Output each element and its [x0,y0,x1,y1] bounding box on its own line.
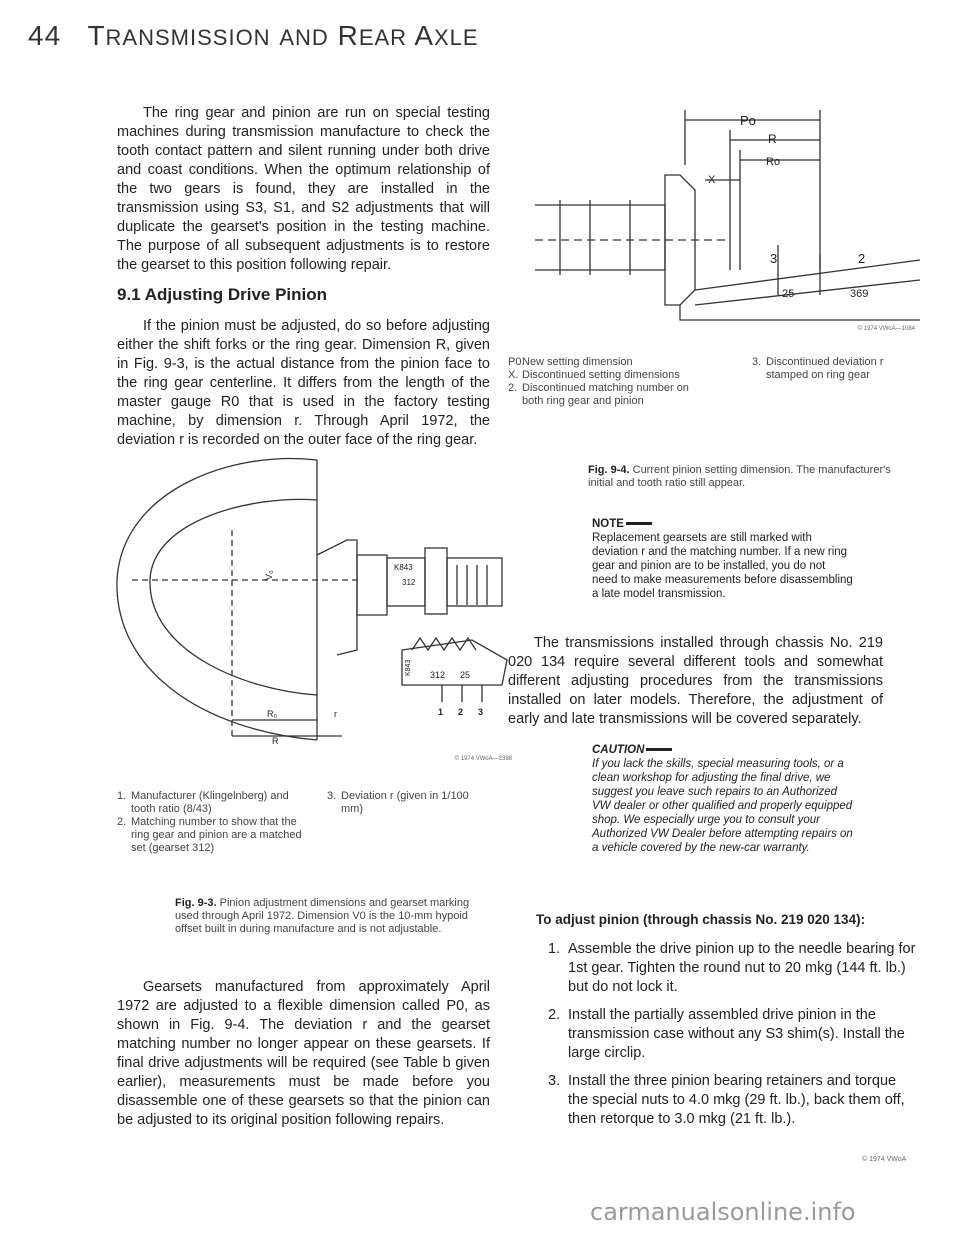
pinion-collar [357,555,387,615]
fig93-diagram [112,440,520,765]
step-text: Install the three pinion bearing retainers and torque the special nuts to 4.0 mkg (29 ft. lb.), back them off, then retorque to 3.0 mkg (21 ft. lb.). [568,1073,905,1127]
callout-2: 2 [858,251,866,266]
callout-1: 1 [438,707,444,717]
title-part: EAR [358,25,408,50]
fig93-legend-right [327,790,487,816]
n25-mark: 25 [460,670,471,680]
legend-item [117,790,302,816]
gearsets-paragraph: Gearsets manufactured from approximately April 1972 are adjusted to a flexible dimension called P0, as shown in Fig. 9-4. The deviation r and the gearset matching number no longer appear on these gearsets. If final drive adjustments will be required (see Table b given earlier), measurements must be made before you disassemble one of these gearsets so that the pinion can be adjusted to its original position following repairs. [117,979,490,1128]
pinion-head [317,540,357,655]
intro-paragraph: The ring gear and pinion are run on special testing machines during transmission manufacture to check the tooth contact pattern and silent running under both drive and coast conditions. When the optimum relationship of the two gears is found, they are installed in the transmission using S3, S1, and S2 adjustments that will duplicate the gearset's position in the testing machine. The purpose of all subsequent adjustments is to restore the gearset to this position following repair. [117,105,490,273]
note-rule [626,522,652,525]
tooth-stamp-outline [402,640,507,685]
ro-label: Ro [766,156,781,168]
step-text: Install the partially assembled drive pinion in the transmission case without any S3 shim(s). Install the large circlip. [568,1007,905,1061]
legend-num: 3. [327,790,337,802]
caption-label: Fig. 9-4. [588,464,630,476]
fig94-diagram [530,105,920,340]
fig94-legend-left [508,356,703,408]
legend-item [752,356,917,382]
x-label: X [708,174,716,186]
note-box [592,517,854,601]
procedure-step [540,1072,920,1129]
fig94-credit: © 1974 VWoA—1084 [857,326,915,332]
legend-text: Discontinued matching number on both ring gear and pinion [522,382,689,407]
step-number: 1. [548,941,561,957]
section-paragraph: If the pinion must be adjusted, do so before adjusting either the shift forks or the ring gear. Dimension R, given in Fig. 9-3, is the actual distance from the pinion face to the ring gear centerline. It differs from the length of the master gauge R0 that is used in the factory testing machine, by dimension r. Through April 1972, the deviation r is recorded on the outer face of the ring gear. [117,318,490,448]
procedure-steps [540,940,920,1138]
chapter-title [87,20,478,51]
legend-text: New setting dimension [522,356,633,368]
callout-3: 3 [478,707,484,717]
title-part: AND [279,25,329,50]
legend-num: 2. [117,816,127,828]
legend-num: X. [508,369,519,381]
legend-num: 3. [752,356,762,368]
legend-text: Discontinued deviation r stamped on ring gear [766,356,884,381]
title-part: XLE [434,25,479,50]
legend-text: Matching number to show that the ring gear and pinion are a matched set (gearset 312) [131,816,302,854]
legend-text: Manufacturer (Klingelnberg) and tooth ratio (8/43) [131,790,289,815]
legend-text: Discontinued setting dimensions [522,369,680,381]
caption-label: Fig. 9-3. [175,897,217,909]
procedure-heading: To adjust pinion (through chassis No. 219 020 134): [536,912,866,927]
procedure-step [540,1006,920,1063]
legend-item [508,356,703,369]
title-part: A [414,20,434,51]
fig94-legend-right [752,356,917,382]
legend-num: 1. [117,790,127,802]
footer-credit: © 1974 VWoA [862,1156,907,1163]
ring-gear-inner [150,499,317,695]
callout-2: 2 [458,707,464,717]
pinion-spline [425,548,447,614]
step-number: 3. [548,1073,561,1089]
transmissions-paragraph: The transmissions installed through chassis No. 219 020 134 require several different tools and somewhat different adjusting procedures from the transmissions installed on later models. Therefore, the adjustment of early and late transmissions will be covered separately. [508,635,883,727]
legend-item [508,369,703,382]
fig93-credit: © 1974 VWoA—3398 [454,756,512,762]
caption-text: Current pinion setting dimension. The manufacturer's initial and tooth ratio still appear. [588,464,891,489]
legend-text: Deviation r (given in 1/100 mm) [341,790,469,815]
x25-label: 25 [782,288,795,300]
fig93-caption [175,897,495,936]
k843-vertical-mark: K843 [405,659,412,676]
n312-mark: 312 [402,578,416,587]
callout-3: 3 [770,251,778,266]
note-text: Replacement gearsets are still marked with deviation r and the matching number. If a new ring gear and pinion are to be installed, you do not need to make measurements before disassembling a late model transmission. [592,532,853,600]
caution-text: If you lack the skills, special measuring tools, or a clean workshop for adjusting the final drive, we suggest you leave such repairs to an Authorized VW dealer or other qualified and properly equipped shop. We especially urge you to consult your Authorized VW Dealer before attempting repairs on a vehicle covered by the new-car warranty. [592,758,853,854]
x369-label: 369 [850,288,869,300]
page-header [28,20,479,52]
r-label: R [272,736,279,746]
step-number: 2. [548,1007,561,1023]
note-title: NOTE [592,518,624,530]
ring-gear-outer [117,459,317,741]
title-part: RANSMISSION [105,25,271,50]
legend-item [327,790,487,816]
pinion-end [447,558,502,606]
caution-box [592,743,854,855]
fig93-legend-left [117,790,302,855]
n312b-mark: 312 [430,670,446,680]
section-heading: 9.1 Adjusting Drive Pinion [117,285,328,304]
caution-rule [646,748,672,751]
page-number: 44 [28,20,62,51]
k843-mark: K843 [394,563,413,572]
caption-text: Pinion adjustment dimensions and gearset marking used through April 1972. Dimension V0 is the 10-mm hypoid offset built in during manufacture and is not adjustable. [175,897,470,935]
watermark: carmanualsonline.info [590,1198,856,1226]
step-text: Assemble the drive pinion up to the needle bearing for 1st gear. Tighten the round nut to 20 mkg (144 ft. lb.) but do not lock it. [568,941,916,995]
fig94-caption [588,464,910,490]
title-part: R [337,20,359,51]
title-part: T [87,20,106,51]
ro-label: R₀ [267,709,278,719]
legend-num: 2. [508,382,518,394]
legend-num: P0. [508,356,525,368]
r-small-label: r [334,709,337,719]
caution-title: CAUTION [592,744,645,756]
r-label: R [768,132,777,146]
vo-label: V₀ [264,570,274,580]
legend-item [508,382,703,408]
procedure-step [540,940,920,997]
legend-item [117,816,302,855]
po-label: Po [740,113,756,128]
